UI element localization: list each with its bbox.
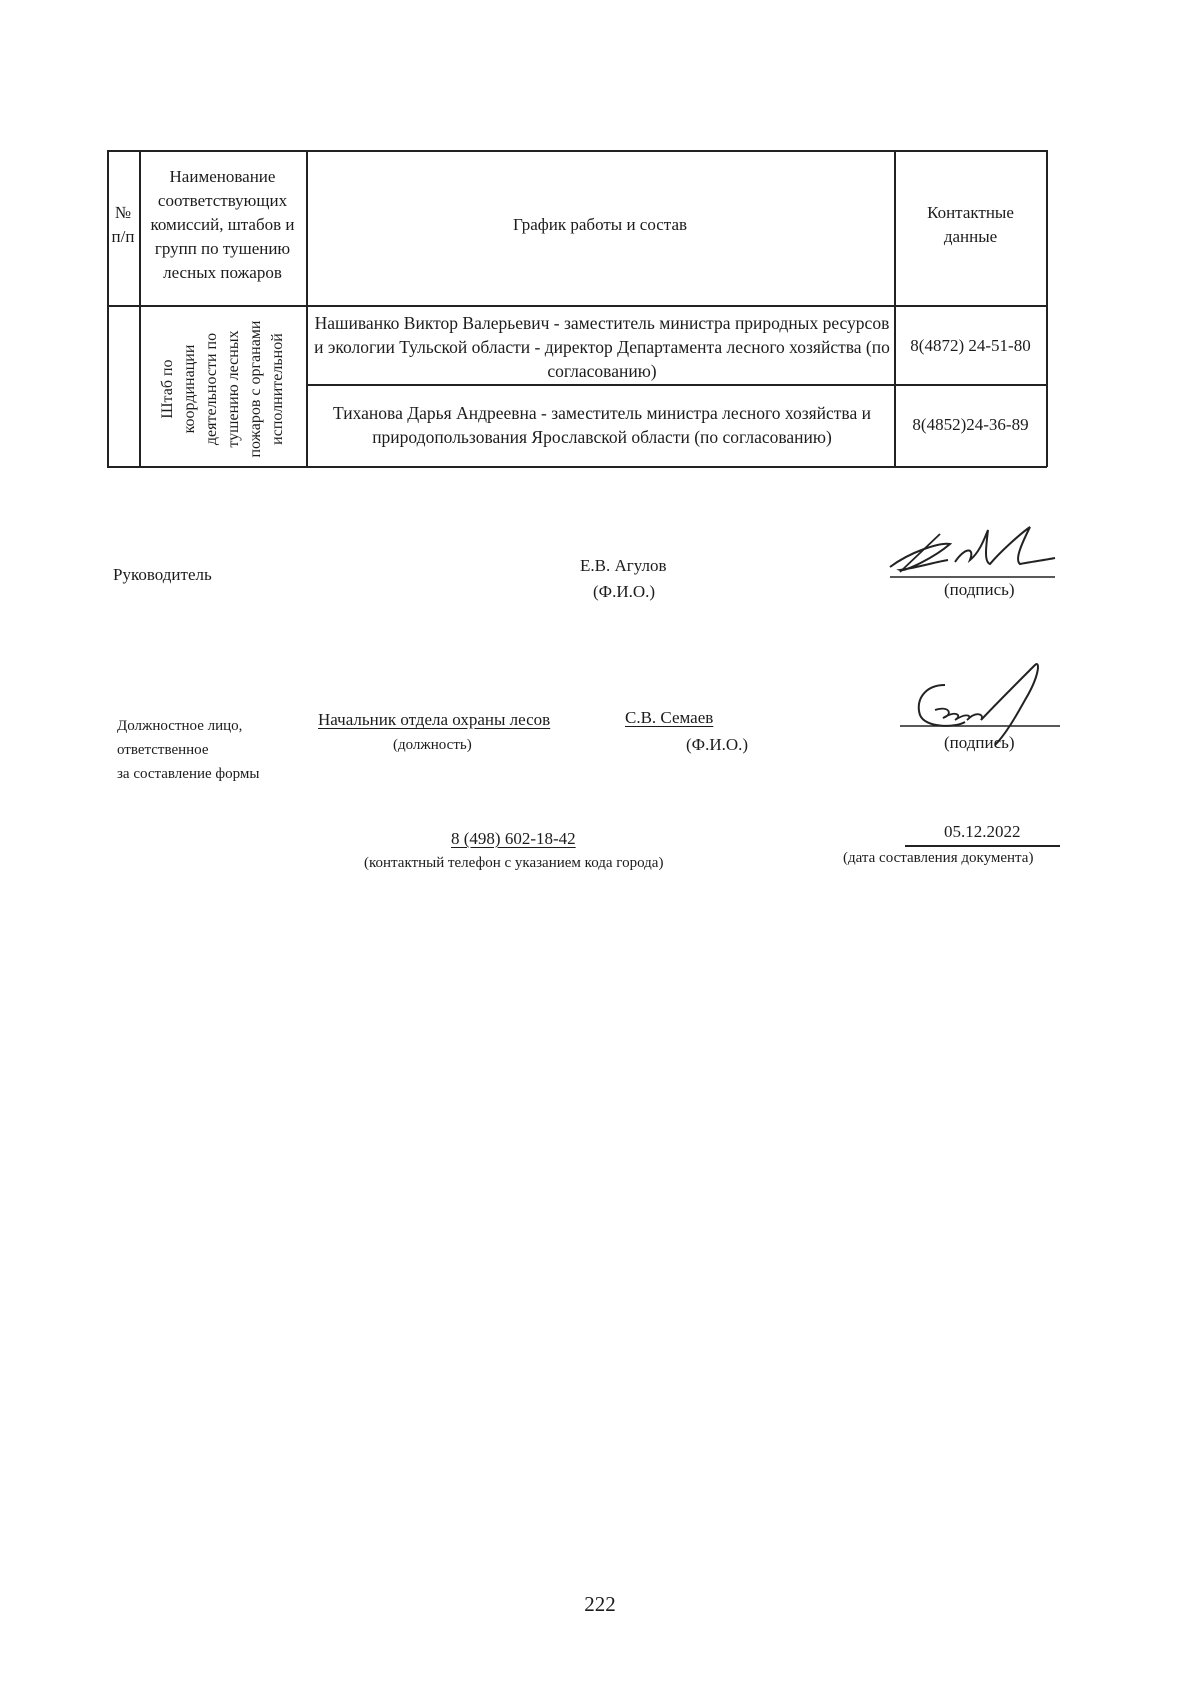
responsible-label-line2: ответственное xyxy=(117,742,209,758)
responsible-label-line1: Должностное лицо, xyxy=(117,718,243,734)
responsible-position-caption: (должность) xyxy=(393,737,472,753)
header-schedule: График работы и состав xyxy=(512,215,688,234)
contact-phone-caption: (контактный телефон с указанием кода города) xyxy=(364,855,664,871)
responsible-name: С.В. Семаев xyxy=(625,708,714,727)
table-row-2-contact: 8(4852)24-36-89 xyxy=(912,415,1029,434)
responsible-name-caption: (Ф.И.О.) xyxy=(686,735,749,754)
responsible-position: Начальник отдела охраны лесов xyxy=(318,710,551,729)
contact-phone: 8 (498) 602-18-42 xyxy=(451,829,576,848)
head-signature-image xyxy=(880,522,1060,582)
header-number: № п/п xyxy=(111,203,135,246)
head-name-caption: (Ф.И.О.) xyxy=(593,582,656,601)
date-underline xyxy=(905,845,1060,847)
head-signature-caption: (подпись) xyxy=(944,580,1015,599)
table-row-1-schedule: Нашиванко Виктор Валерьевич - заместитель министра природных ресурсов и экологии Тульской области - директор Департамента лесного хозяйства (по согласованию) xyxy=(314,313,890,381)
header-name: Наименование соответствующих комиссий, штабов и групп по тушению лесных пожаров xyxy=(150,167,295,282)
commissions-table xyxy=(107,150,1047,467)
header-contacts: Контактные данные xyxy=(927,203,1014,246)
responsible-signature-caption: (подпись) xyxy=(944,733,1015,752)
responsible-label-line3: за составление формы xyxy=(117,766,260,782)
table-row-1-contact: 8(4872) 24-51-80 xyxy=(910,336,1031,355)
group-name-cell xyxy=(139,310,306,467)
group-name-text: Штаб по координации деятельности по тушению лесных пожаров с органами исполнительной xyxy=(158,320,286,457)
head-role-label: Руководитель xyxy=(113,565,212,584)
page-number: 222 xyxy=(584,1592,616,1616)
head-name: Е.В. Агулов xyxy=(580,556,667,575)
table-row-2-schedule: Тиханова Дарья Андреевна - заместитель министра лесного хозяйства и природопользования Ярославской области (по согласованию) xyxy=(333,403,871,447)
document-date: 05.12.2022 xyxy=(944,822,1021,841)
document-date-caption: (дата составления документа) xyxy=(843,850,1034,866)
